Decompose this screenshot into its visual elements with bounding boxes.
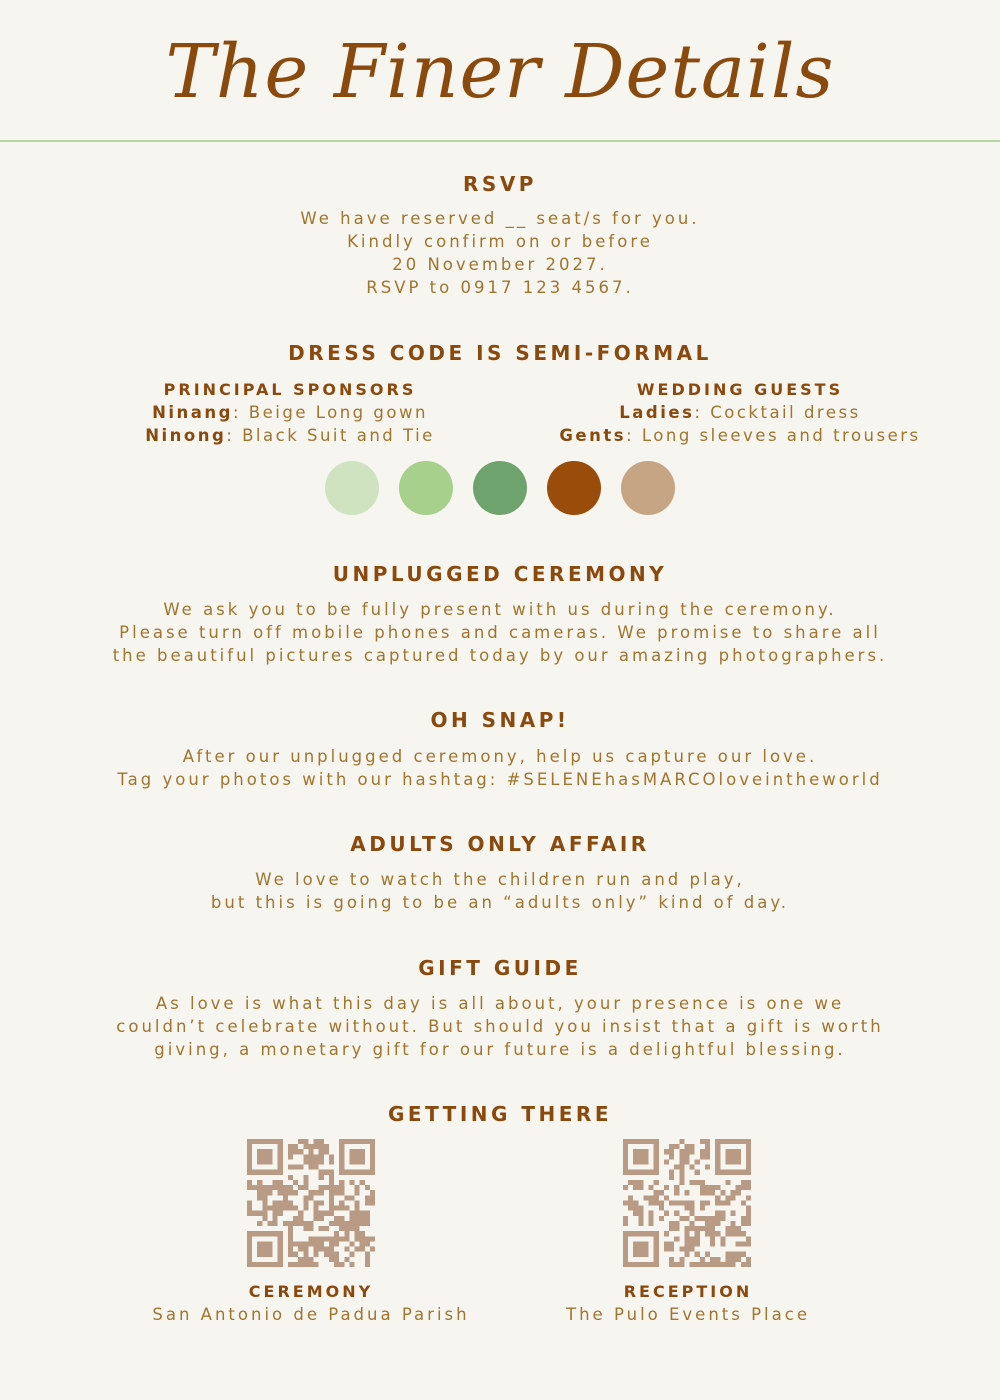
dress-code-heading: DRESS CODE IS SEMI-FORMAL [288, 341, 712, 365]
sponsor-attire-value: : Black Suit and Tie [226, 426, 435, 445]
guest-role: Ladies [619, 403, 695, 422]
guest-role: Gents [559, 426, 627, 445]
getting-there-heading: GETTING THERE [388, 1102, 612, 1126]
dress-code-section [0, 340, 1000, 366]
ceremony-venue [111, 1280, 511, 1326]
sponsor-attire-value: : Beige Long gown [232, 403, 428, 422]
oh-snap-section [0, 707, 1000, 791]
sponsor-role: Ninong [145, 426, 227, 445]
guest-attire [520, 424, 960, 447]
qr-code-icon [623, 1139, 751, 1267]
unplugged-line: the beautiful pictures captured today by our amazing photographers. [112, 646, 888, 665]
sponsor-attire [60, 401, 520, 424]
guests-title: WEDDING GUESTS [636, 380, 844, 399]
rsvp-heading: RSVP [463, 172, 537, 196]
rsvp-line: We have reserved __ seat/s for you. [300, 209, 700, 228]
rsvp-section [0, 171, 1000, 299]
gift-guide-line: giving, a monetary gift for our future is a delightful blessing. [154, 1040, 846, 1059]
guest-attire [520, 401, 960, 424]
oh-snap-heading: OH SNAP! [430, 708, 570, 732]
gift-guide-section [0, 955, 1000, 1061]
color-swatch [325, 461, 379, 515]
adults-only-section [0, 831, 1000, 914]
sponsor-attire [60, 424, 520, 447]
divider [0, 140, 1000, 142]
adults-only-heading: ADULTS ONLY AFFAIR [350, 832, 650, 856]
unplugged-line: Please turn off mobile phones and cameras. We promise to share all [119, 623, 881, 642]
gift-guide-heading: GIFT GUIDE [418, 956, 582, 980]
sponsors-title: PRINCIPAL SPONSORS [163, 380, 417, 399]
qr-code-icon [247, 1139, 375, 1267]
adults-only-line: We love to watch the children run and play, [255, 870, 745, 889]
gift-guide-line: As love is what this day is all about, your presence is one we [155, 994, 845, 1013]
color-swatch [547, 461, 601, 515]
color-swatch [621, 461, 675, 515]
sponsors-column [60, 378, 520, 447]
ceremony-label: CEREMONY [248, 1282, 374, 1301]
unplugged-section [0, 561, 1000, 667]
rsvp-line: Kindly confirm on or before [347, 232, 653, 251]
reception-venue [488, 1280, 888, 1326]
guests-column [520, 378, 960, 447]
gift-guide-line: couldn’t celebrate without. But should you insist that a gift is worth [116, 1017, 884, 1036]
reception-label: RECEPTION [623, 1282, 753, 1301]
sponsor-role: Ninang [152, 403, 233, 422]
adults-only-line: but this is going to be an “adults only” kind of day. [210, 893, 790, 912]
page-title: The Finer Details [165, 29, 835, 115]
oh-snap-line: After our unplugged ceremony, help us capture our love. [182, 747, 818, 766]
rsvp-line: RSVP to 0917 123 4567. [366, 278, 634, 297]
oh-snap-line: Tag your photos with our hashtag: #SELENEhasMARCOloveintheworld [117, 770, 883, 789]
getting-there-section [0, 1101, 1000, 1127]
rsvp-line: 20 November 2027. [392, 255, 608, 274]
unplugged-line: We ask you to be fully present with us during the ceremony. [163, 600, 837, 619]
color-swatch [399, 461, 453, 515]
guest-attire-value: : Cocktail dress [694, 403, 861, 422]
reception-place: The Pulo Events Place [566, 1305, 810, 1324]
guest-attire-value: : Long sleeves and trousers [626, 426, 921, 445]
unplugged-heading: UNPLUGGED CEREMONY [332, 562, 668, 586]
color-swatch [473, 461, 527, 515]
ceremony-place: San Antonio de Padua Parish [152, 1305, 470, 1324]
